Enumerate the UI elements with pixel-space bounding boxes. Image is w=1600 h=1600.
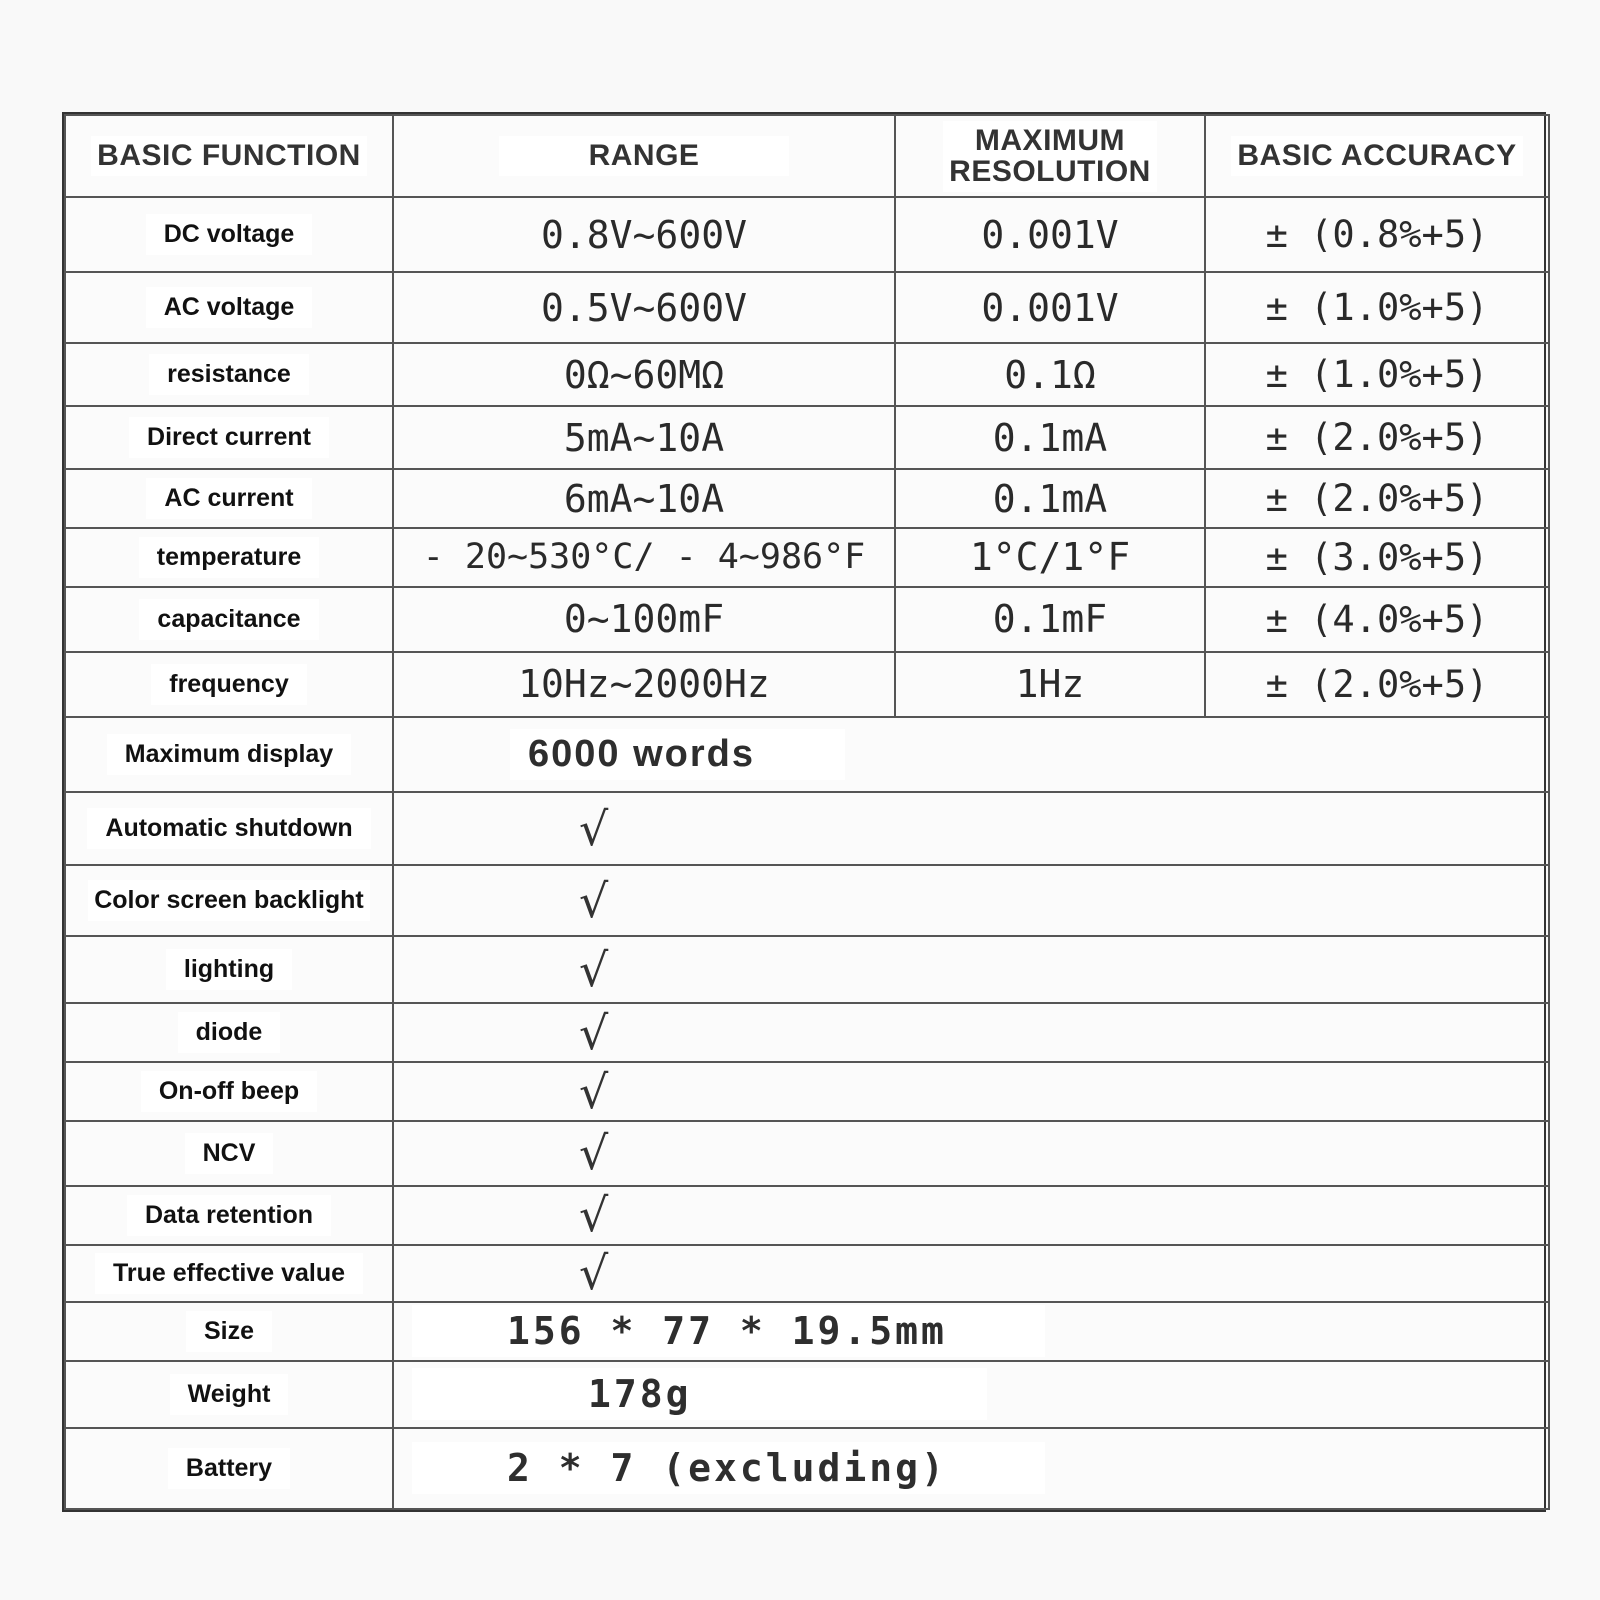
range-value: - 20~530°C/ - 4~986°F (393, 528, 895, 587)
accuracy-value: ± (2.0%+5) (1205, 652, 1549, 717)
table-row (65, 1302, 1549, 1361)
function-label: DC voltage (65, 197, 393, 272)
function-label: capacitance (65, 587, 393, 652)
range-value: 6mA~10A (393, 469, 895, 528)
function-label: Maximum display (65, 717, 393, 792)
resolution-value: 0.001V (895, 197, 1205, 272)
function-label: frequency (65, 652, 393, 717)
resolution-value: 0.1mA (895, 469, 1205, 528)
table-row (65, 406, 1549, 469)
accuracy-value: ± (1.0%+5) (1205, 272, 1549, 343)
table-row (65, 865, 1549, 936)
range-value: 10Hz~2000Hz (393, 652, 895, 717)
checkmark-icon: √ (579, 801, 609, 856)
feature-check (393, 1245, 1549, 1302)
table-row (65, 343, 1549, 406)
resolution-value: 0.001V (895, 272, 1205, 343)
feature-check (393, 1186, 1549, 1245)
max-display-value: 6000 words (393, 717, 1549, 792)
table-row (65, 1428, 1549, 1509)
function-label: diode (65, 1003, 393, 1062)
header-range: RANGE (393, 115, 895, 197)
table-row (65, 1003, 1549, 1062)
resolution-value: 0.1mA (895, 406, 1205, 469)
range-value: 5mA~10A (393, 406, 895, 469)
function-label: AC current (65, 469, 393, 528)
function-label: Battery (65, 1428, 393, 1509)
header-row (65, 115, 1549, 197)
feature-check (393, 1121, 1549, 1186)
range-value: 0~100mF (393, 587, 895, 652)
accuracy-value: ± (2.0%+5) (1205, 406, 1549, 469)
checkmark-icon: √ (579, 1064, 609, 1119)
function-label: Weight (65, 1361, 393, 1428)
weight-value: 178g (393, 1361, 1549, 1428)
resolution-value: 1°C/1°F (895, 528, 1205, 587)
table-row (65, 1186, 1549, 1245)
resolution-value: 0.1Ω (895, 343, 1205, 406)
table-row (65, 469, 1549, 528)
range-value: 0Ω~60MΩ (393, 343, 895, 406)
resolution-value: 0.1mF (895, 587, 1205, 652)
range-value: 0.8V~600V (393, 197, 895, 272)
table-row (65, 528, 1549, 587)
feature-check (393, 936, 1549, 1003)
function-label: True effective value (65, 1245, 393, 1302)
function-label: Direct current (65, 406, 393, 469)
header-function: BASIC FUNCTION (65, 115, 393, 197)
function-label: resistance (65, 343, 393, 406)
checkmark-icon: √ (579, 1005, 609, 1060)
feature-check (393, 792, 1549, 865)
accuracy-value: ± (3.0%+5) (1205, 528, 1549, 587)
table-row (65, 652, 1549, 717)
function-label: lighting (65, 936, 393, 1003)
table-row (65, 272, 1549, 343)
spec-table (64, 114, 1550, 1510)
function-label: Color screen backlight (65, 865, 393, 936)
function-label: On-off beep (65, 1062, 393, 1121)
table-row (65, 1062, 1549, 1121)
table-row (65, 197, 1549, 272)
function-label: AC voltage (65, 272, 393, 343)
feature-check (393, 1003, 1549, 1062)
size-value: 156 * 77 * 19.5mm (393, 1302, 1549, 1361)
function-label: NCV (65, 1121, 393, 1186)
accuracy-value: ± (4.0%+5) (1205, 587, 1549, 652)
accuracy-value: ± (0.8%+5) (1205, 197, 1549, 272)
resolution-value: 1Hz (895, 652, 1205, 717)
header-accuracy: BASIC ACCURACY (1205, 115, 1549, 197)
accuracy-value: ± (2.0%+5) (1205, 469, 1549, 528)
checkmark-icon: √ (579, 1126, 609, 1181)
accuracy-value: ± (1.0%+5) (1205, 343, 1549, 406)
table-row (65, 936, 1549, 1003)
checkmark-icon: √ (579, 1188, 609, 1243)
table-row (65, 1121, 1549, 1186)
table-row (65, 792, 1549, 865)
checkmark-icon: √ (579, 873, 609, 928)
function-label: Size (65, 1302, 393, 1361)
table-row (65, 1361, 1549, 1428)
header-resolution: MAXIMUM RESOLUTION (895, 115, 1205, 197)
checkmark-icon: √ (579, 942, 609, 997)
function-label: temperature (65, 528, 393, 587)
range-value: 0.5V~600V (393, 272, 895, 343)
feature-check (393, 865, 1549, 936)
table-row (65, 717, 1549, 792)
table-row (65, 1245, 1549, 1302)
battery-value: 2 * 7 (excluding) (393, 1428, 1549, 1509)
table-row (65, 587, 1549, 652)
spec-sheet (62, 112, 1546, 1512)
function-label: Automatic shutdown (65, 792, 393, 865)
feature-check (393, 1062, 1549, 1121)
checkmark-icon: √ (579, 1246, 609, 1301)
function-label: Data retention (65, 1186, 393, 1245)
